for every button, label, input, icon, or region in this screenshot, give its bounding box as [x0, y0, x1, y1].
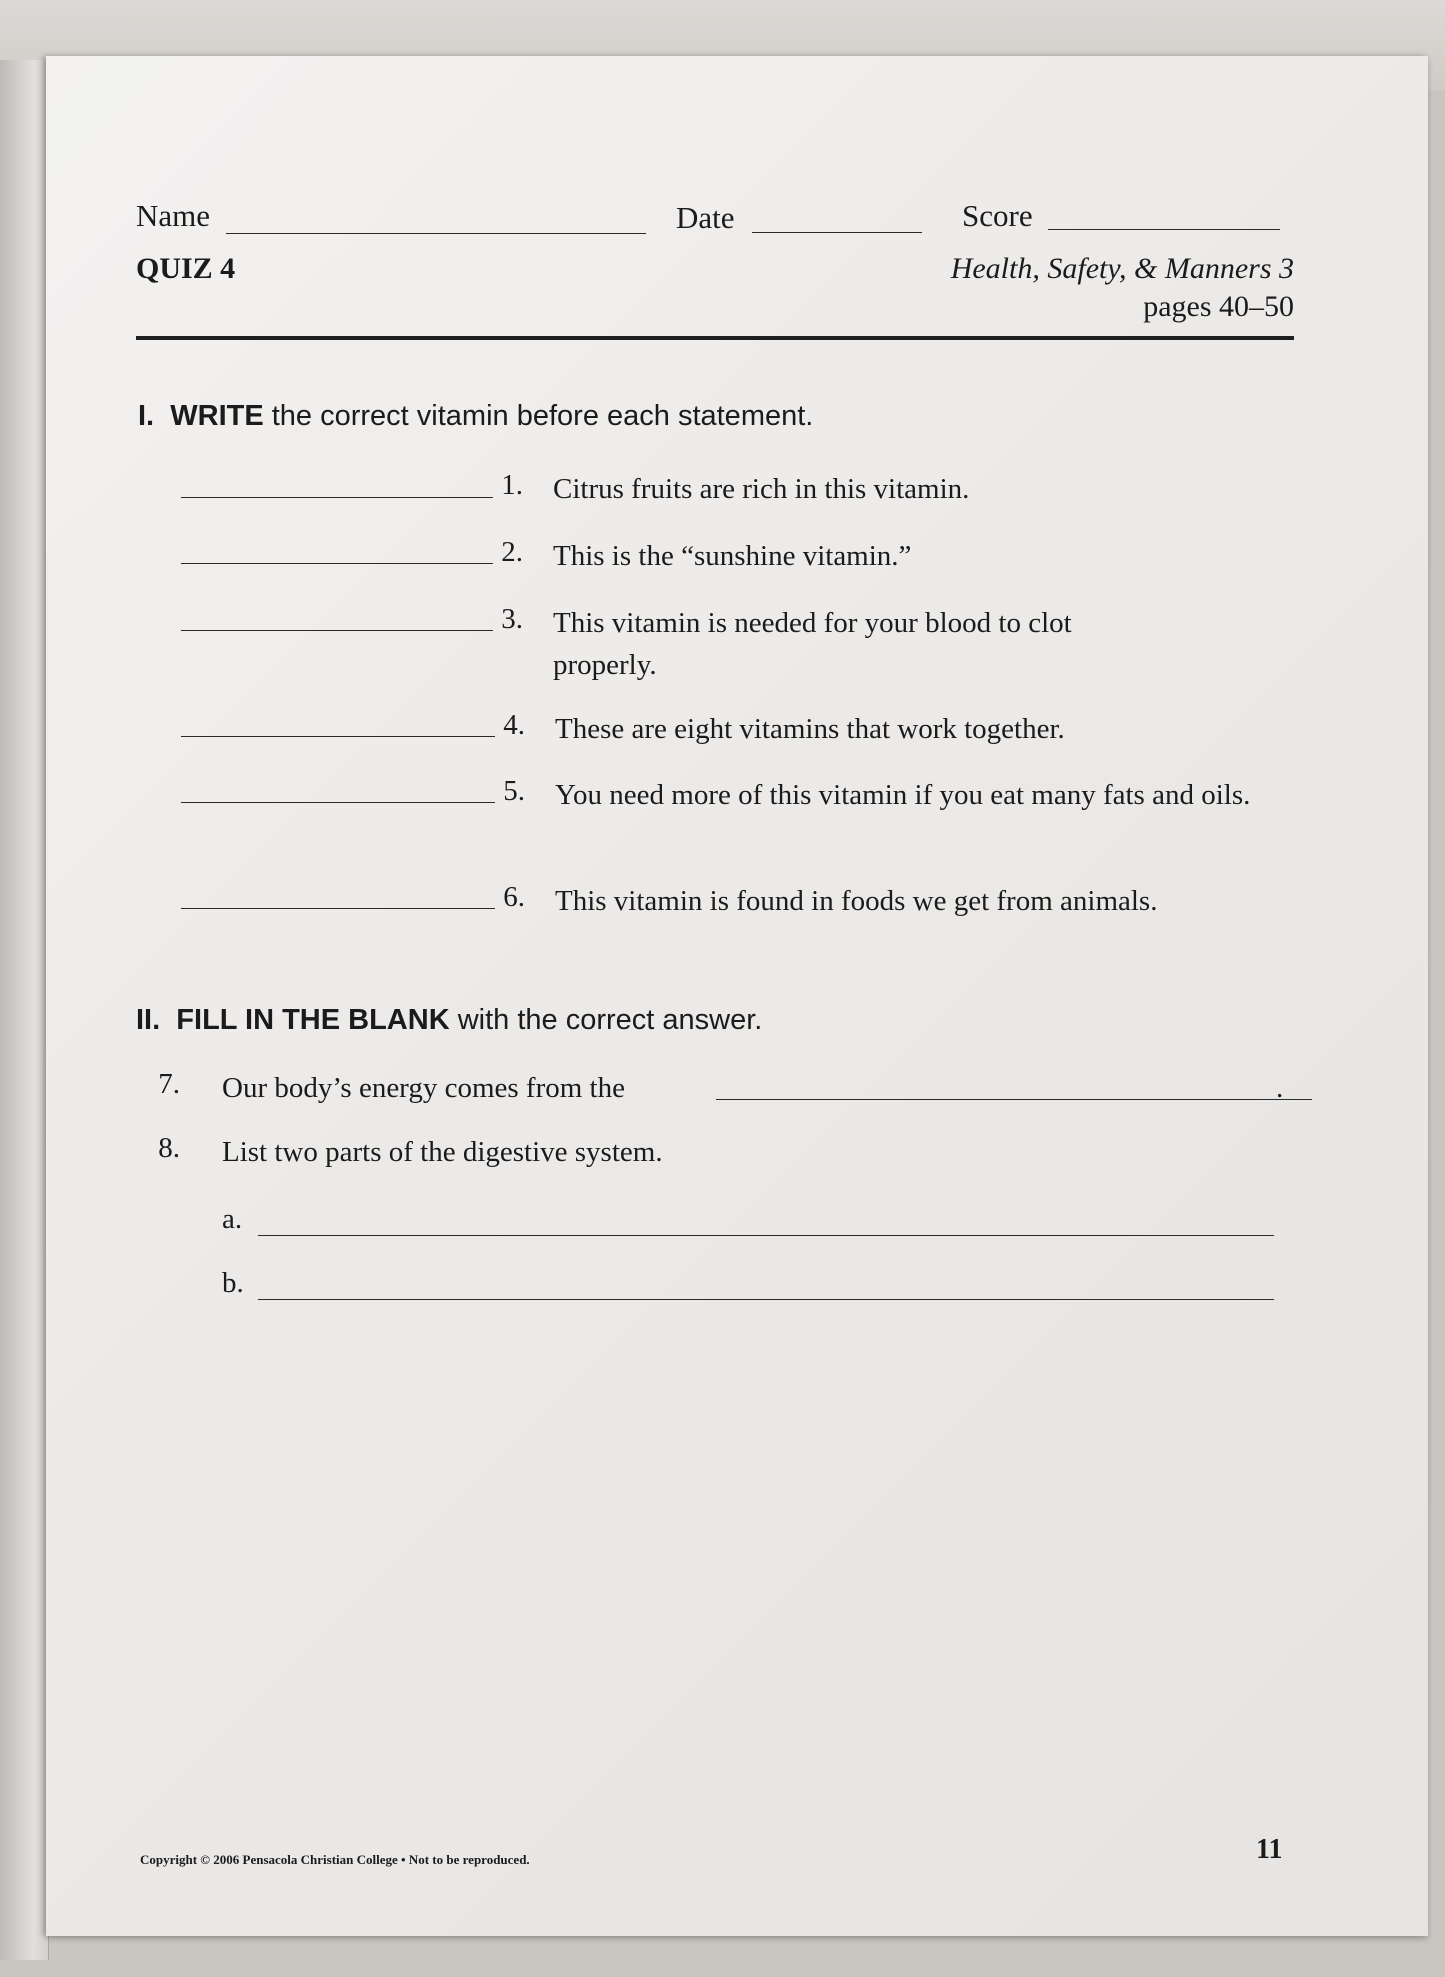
- question-end-period: .: [1276, 1072, 1284, 1104]
- answer-blank-2[interactable]: [181, 563, 493, 564]
- name-blank[interactable]: [226, 233, 646, 234]
- answer-label-b: b.: [222, 1267, 244, 1299]
- answer-label-a: a.: [222, 1203, 243, 1235]
- question-text: Our body’s energy comes from the: [222, 1072, 625, 1104]
- question-text: These are eight vitamins that work together.: [555, 713, 1065, 745]
- score-label: Score: [962, 198, 1033, 233]
- section-1-numeral: I.: [138, 400, 155, 432]
- question-number: 3.: [501, 603, 523, 635]
- section-2-instruction-bold: FILL IN THE BLANK: [176, 1004, 450, 1036]
- question-number: 7.: [158, 1068, 180, 1100]
- question-text: This vitamin is needed for your blood to clot properly.: [553, 607, 1072, 681]
- answer-blank-3[interactable]: [181, 630, 493, 631]
- course-title: Health, Safety, & Manners 3: [950, 252, 1294, 285]
- section-2-instruction: with the correct answer.: [449, 1004, 763, 1036]
- name-label: Name: [136, 198, 211, 233]
- answer-blank-8a[interactable]: [258, 1235, 1274, 1236]
- date-blank[interactable]: [752, 232, 922, 233]
- question-text: List two parts of the digestive system.: [222, 1136, 663, 1168]
- question-text: You need more of this vitamin if you eat many fats and oils.: [555, 779, 1251, 811]
- answer-blank-1[interactable]: [181, 497, 493, 498]
- question-number: 2.: [501, 536, 523, 568]
- answer-blank-8b[interactable]: [258, 1299, 1274, 1300]
- page-range: pages 40–50: [1143, 290, 1294, 323]
- facing-page-edge: [0, 60, 49, 1960]
- question-number: 8.: [158, 1132, 180, 1164]
- section-1-instruction-bold: WRITE: [170, 400, 264, 432]
- answer-blank-6[interactable]: [181, 908, 495, 909]
- quiz-page: [46, 56, 1428, 1936]
- answer-blank-4[interactable]: [181, 736, 495, 737]
- answer-blank-5[interactable]: [181, 802, 495, 803]
- question-text: Citrus fruits are rich in this vitamin.: [553, 473, 970, 505]
- question-number: 5.: [503, 775, 525, 807]
- section-2-numeral: II.: [136, 1004, 161, 1036]
- question-number: 6.: [503, 881, 525, 913]
- page-number: 11: [1256, 1834, 1283, 1865]
- section-1-instruction: the correct vitamin before each statement.: [263, 400, 814, 432]
- question-text: This is the “sunshine vitamin.”: [553, 540, 912, 572]
- question-text: This vitamin is found in foods we get from animals.: [555, 885, 1158, 917]
- section-1-heading: [138, 400, 813, 433]
- date-label: Date: [676, 200, 735, 235]
- section-2-heading: [136, 1004, 762, 1037]
- header-divider: [136, 336, 1294, 340]
- score-blank[interactable]: [1048, 229, 1280, 230]
- question-number: 4.: [503, 709, 525, 741]
- quiz-title: QUIZ 4: [136, 252, 236, 285]
- answer-blank-7[interactable]: [716, 1099, 1312, 1100]
- question-number: 1.: [501, 469, 523, 501]
- copyright-notice: Copyright © 2006 Pensacola Christian College • Not to be reproduced.: [140, 1852, 530, 1867]
